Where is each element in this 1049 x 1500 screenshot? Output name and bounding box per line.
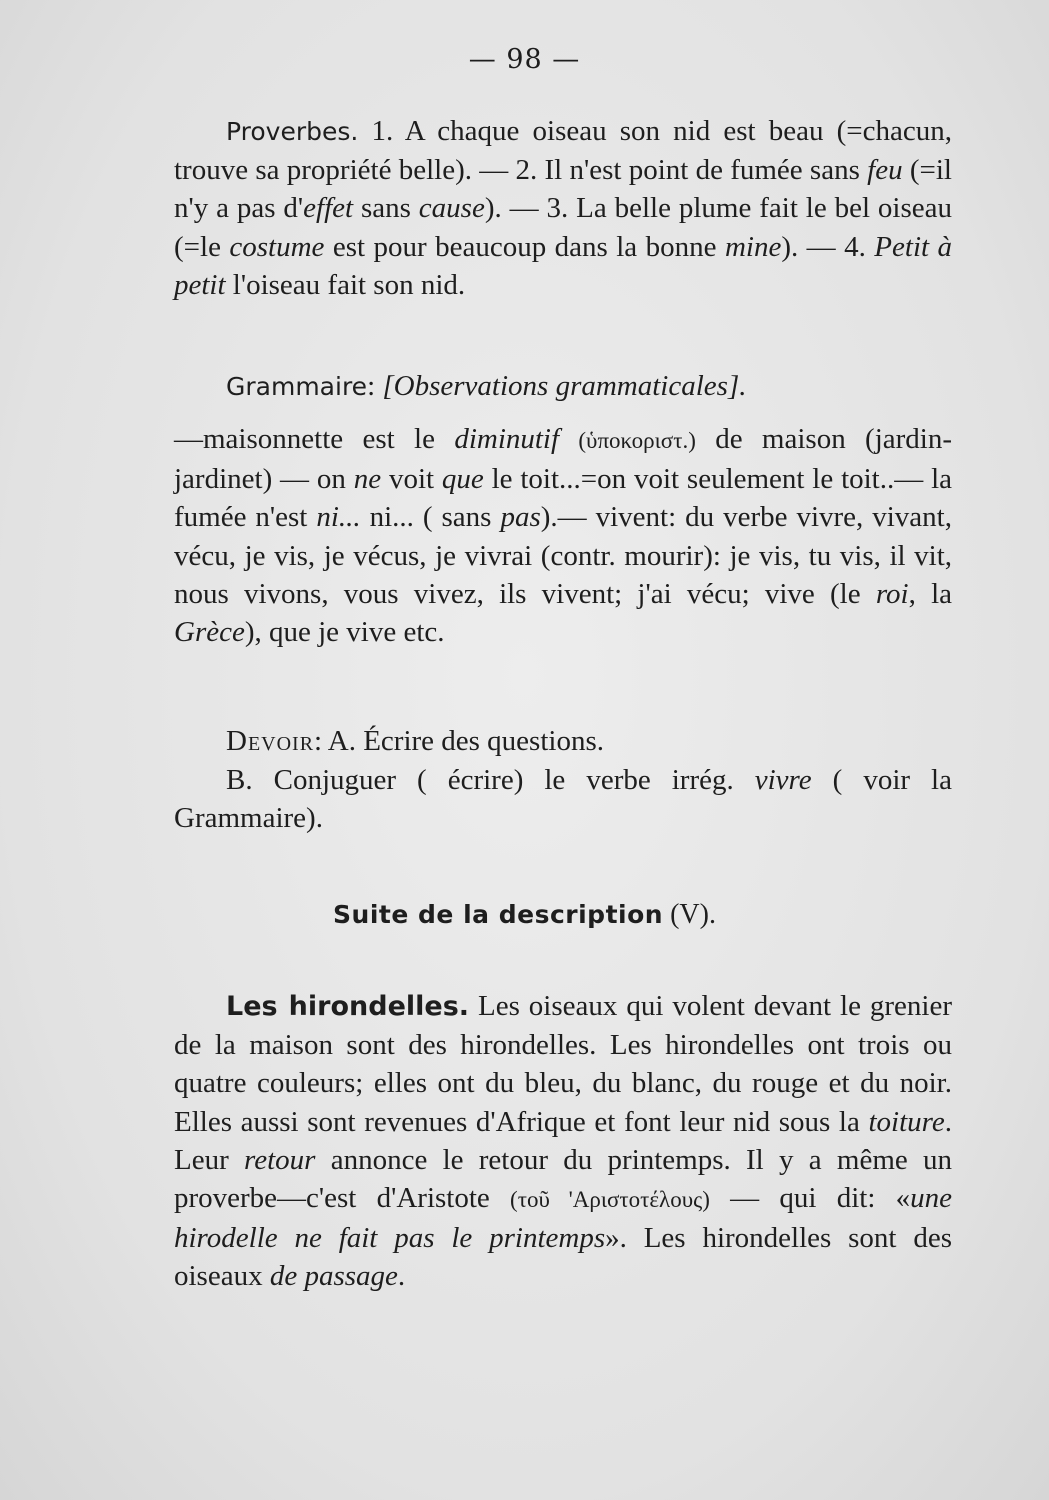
devoir-line-a — [174, 722, 952, 760]
text: voit — [381, 463, 442, 496]
text: — qui dit: « — [709, 1182, 911, 1215]
italic-text: mine — [724, 230, 782, 263]
italic-text: ne — [353, 463, 382, 496]
italic-text: de passage — [269, 1260, 398, 1293]
text: est pour beaucoup dans la bonne — [324, 230, 725, 263]
text: —maisonnette est le — [174, 423, 455, 455]
italic-text: retour — [244, 1143, 316, 1176]
hirondelles-paragraph — [174, 987, 952, 1296]
italic-text: Grèce — [174, 616, 245, 649]
text: 1. A chaque oiseau son nid est beau (=chacun, trouve sa propriété belle). — 2. Il n'est point de fumée sans — [174, 115, 952, 187]
section-title-bold: Suite de la description — [333, 900, 664, 929]
italic-text: diminutif — [454, 423, 560, 455]
grammaire-paragraph — [174, 420, 952, 651]
devoir-label: Devoir — [226, 725, 315, 757]
page-number: — 98 — — [468, 44, 581, 75]
italic-text: cause — [418, 192, 485, 225]
text: : A. Écrire des questions. — [314, 725, 604, 757]
italic-text: [Observations grammaticales]. — [382, 370, 747, 402]
italic-quote: une hirodelle ne fait pas le printemps — [174, 1182, 953, 1255]
text: l'oiseau fait son nid. — [225, 268, 466, 301]
text: ). — 3. La belle plume fait le bel oiseau (=le — [174, 192, 952, 263]
text: Les oiseaux qui volent devant le grenier de la maison sont des hirondelles. Les hirondelles ont trois ou quatre couleurs; elles ont du bleu, du blanc, du rouge et du noir. Elles aussi sont revenues d'Afrique et font leur nid sous la — [174, 990, 952, 1138]
text: de maison (jardin-jardinet) — on — [174, 423, 952, 496]
text: ). — 4. — [781, 230, 875, 263]
italic-text: effet — [303, 192, 354, 225]
italic-text: ni... — [316, 501, 361, 534]
text: ni... ( sans — [360, 501, 501, 534]
text: ( voir la Grammaire). — [174, 764, 952, 835]
text: annonce le retour du printemps. Il y a même un proverbe—c'est d'Aristote — [174, 1143, 953, 1215]
proverbes-paragraph — [174, 112, 952, 304]
devoir-line-b — [174, 761, 952, 837]
text: ), que je vive etc. — [244, 616, 445, 649]
text: : — [367, 370, 383, 402]
section-title — [0, 897, 1049, 931]
text: B. Conjuguer ( écrire) le verbe irrég. — [226, 764, 755, 796]
italic-text: pas — [500, 501, 541, 534]
grammaire-heading: Grammaire — [226, 372, 368, 401]
text: ).— vivent: du verbe vivre, vivant, vécu, je vis, je vécus, je vivrai (contr. mourir): je vis, tu vis, il vit, nous vivons, vous vivez, ils vivent; j'ai vécu; vive (le — [174, 501, 952, 610]
greek-text: (ὑποκοριστ.) — [578, 428, 696, 453]
text: , la — [908, 577, 953, 610]
italic-text: roi — [875, 577, 909, 610]
greek-text: (τοῦ 'Αριστοτέλους) — [510, 1187, 710, 1213]
hirondelles-heading: Les hirondelles. — [226, 991, 470, 1022]
text: ». Les hirondelles sont des oiseaux — [174, 1222, 952, 1293]
text: le toit...=on voit seulement le toit..— la fumée n'est — [174, 463, 953, 534]
italic-text: costume — [229, 230, 325, 263]
italic-text: toiture — [868, 1105, 945, 1138]
text: . Leur — [174, 1105, 952, 1176]
text: . — [397, 1260, 406, 1293]
italic-text: que — [441, 463, 484, 496]
text: (=il n'y a pas d' — [174, 154, 952, 225]
grammaire-heading-line — [174, 367, 952, 406]
italic-text: Petit à petit — [174, 230, 952, 301]
proverbes-heading: Proverbes. — [226, 117, 359, 146]
italic-text: vivre — [754, 764, 812, 796]
text: sans — [353, 192, 419, 225]
section-title-number: (V). — [663, 899, 716, 930]
italic-text: feu — [867, 154, 903, 187]
